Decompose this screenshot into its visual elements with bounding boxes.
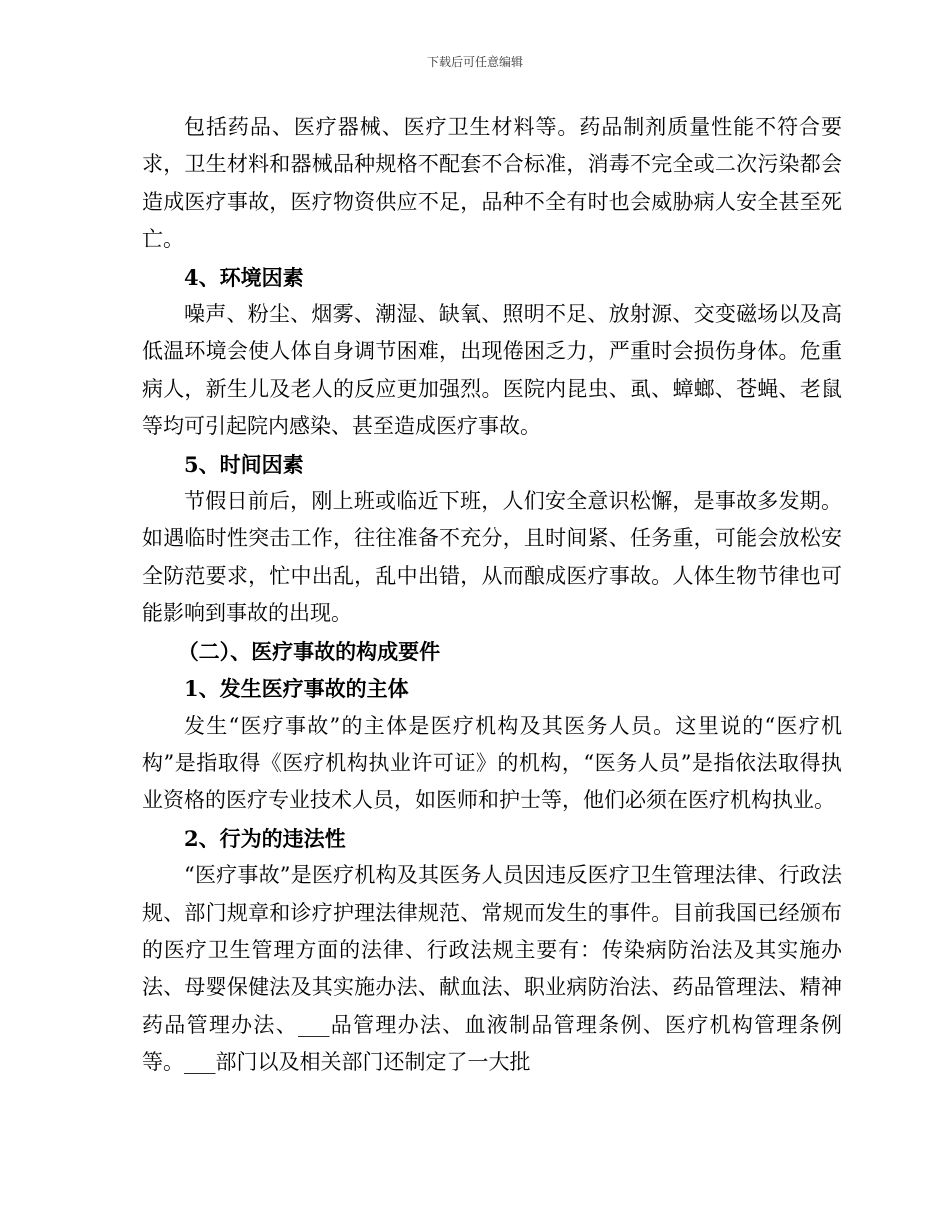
heading-environment-factors: 4、环境因素 (184, 264, 304, 290)
paragraph-environment: 噪声、粉尘、烟雾、潮湿、缺氧、照明不足、放射源、交变磁场以及高低温环境会使人体自身调节困难，出现倦困乏力，严重时会损伤身体。危重病人，新生儿及老人的反应更加强烈。医院内昆虫、虱、蟑螂、苍蝇、老鼠等均可引起院内感染、甚至造成医疗事故。 (142, 302, 842, 439)
heading-accident-subject: 1、发生医疗事故的主体 (184, 676, 409, 702)
heading-section-two: （二）、医疗事故的构成要件 (177, 638, 441, 664)
paragraph-materials: 包括药品、医疗器械、医疗卫生材料等。药品制剂质量性能不符合要求，卫生材料和器械品种规格不配套不合标准，消毒不完全或二次污染都会造成医疗事故，医疗物资供应不足，品种不全有时也会威胁病人安全甚至死亡。 (142, 115, 842, 252)
page-header-note: 下载后可任意编辑 (426, 55, 523, 69)
heading-time-factors: 5、时间因素 (184, 451, 304, 477)
paragraph-illegality: “医疗事故”是医疗机构及其医务人员因违反医疗卫生管理法律、行政法规、部门规章和诊疗护理法律规范、常规而发生的事件。目前我国已经颁布的医疗卫生管理方面的法律、行政法规主要有：传染病防治法及其实施办法、母婴保健法及其实施办法、献血法、职业病防治法、药品管理法、精神药品管理办法、___品管理办法、血液制品管理条例、医疗机构管理条例等。___部门以及相关部门还制定了一大批 (142, 863, 842, 1075)
heading-illegality: 2、行为的违法性 (184, 825, 346, 851)
paragraph-time: 节假日前后，刚上班或临近下班，人们安全意识松懈，是事故多发期。如遇临时性突击工作，往往准备不充分，且时间紧、任务重，可能会放松安全防范要求，忙中出乱，乱中出错，从而酿成医疗事故。人体生物节律也可能影响到事故的出现。 (142, 489, 842, 626)
document-body (142, 109, 842, 1082)
paragraph-accident-subject: 发生“医疗事故”的主体是医疗机构及其医务人员。这里说的“医疗机构”是指取得《医疗机构执业许可证》的机构，“医务人员”是指依法取得执业资格的医疗专业技术人员，如医师和护士等，他们必须在医疗机构执业。 (142, 713, 842, 813)
